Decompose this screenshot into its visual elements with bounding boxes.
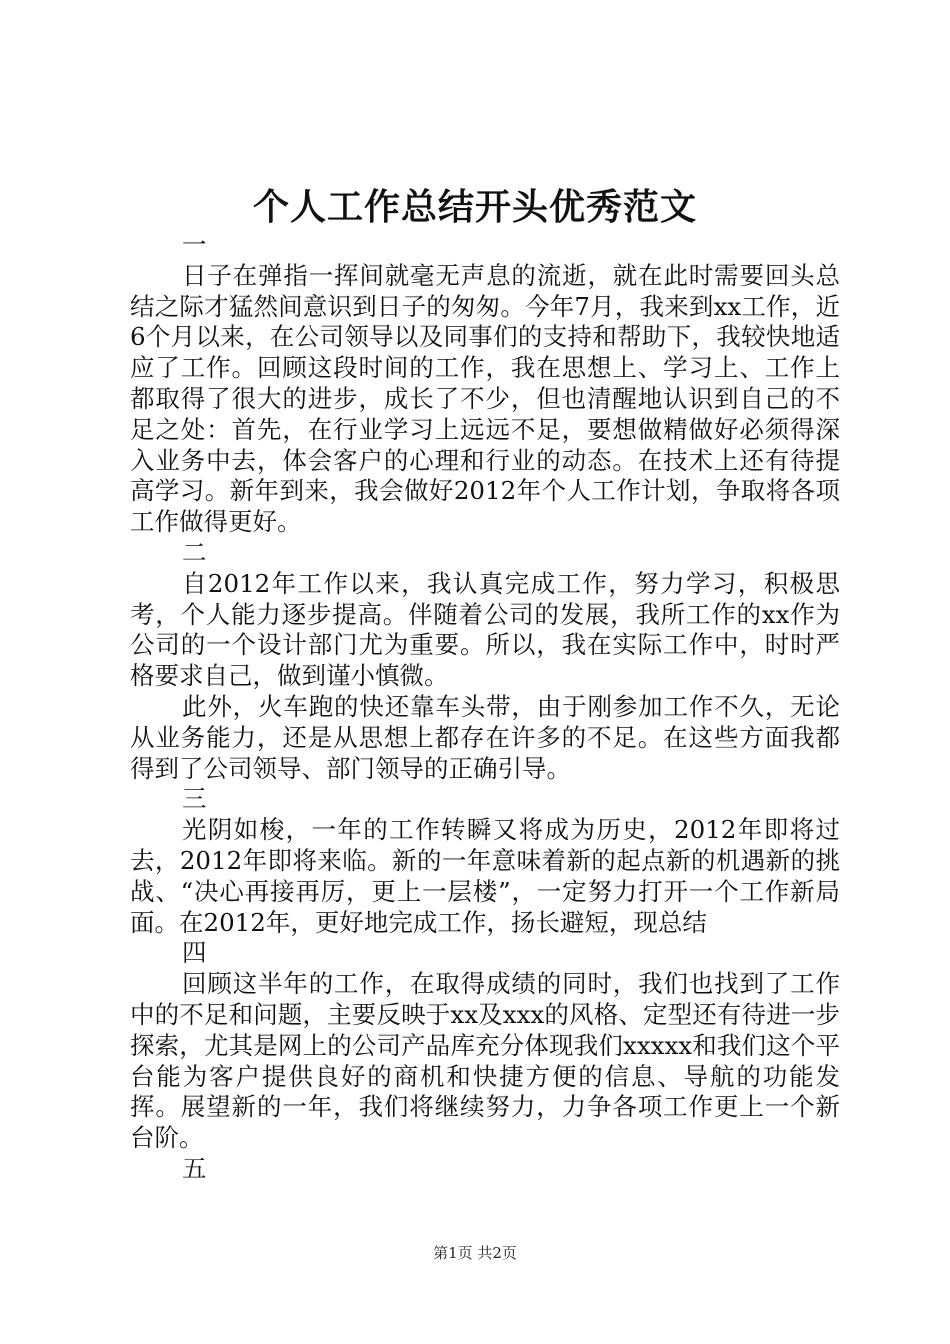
section-paragraph: 日子在弹指一挥间就毫无声息的流逝，就在此时需要回头总结之际才猛然间意识到日子的匆匆。今年7月，我来到xx工作，近6个月以来，在公司领导以及同事们的支持和帮助下，我较快地适应了工作。回顾这段时间的工作，我在思想上、学习上、工作上都取得了很大的进步，成长了不少，但也清醒地认识到自己的不足之处：首先，在行业学习上远远不足，要想做精做好必须得深入业务中去，体会客户的心理和行业的动态。在技术上还有待提高学习。新年到来，我会做好2012年个人工作计划，争取将各项工作做得更好。 [130, 260, 840, 537]
section-paragraph: 此外，火车跑的快还靠车头带，由于刚参加工作不久，无论从业务能力，还是从思想上都存在许多的不足。在这些方面我都得到了公司领导、部门领导的正确引导。 [130, 691, 840, 783]
document-body [130, 230, 840, 1185]
page-title: 个人工作总结开头优秀范文 [252, 186, 697, 228]
section-paragraph: 光阴如梭，一年的工作转瞬又将成为历史，2012年即将过去，2012年即将来临。新的一年意味着新的起点新的机遇新的挑战、“决心再接再厉，更上一层楼”，一定努力打开一个工作新局面。在2012年，更好地完成工作，扬长避短，现总结 [130, 815, 840, 937]
section-heading: 三 [182, 784, 207, 814]
section-paragraph: 回顾这半年的工作，在取得成绩的同时，我们也找到了工作中的不足和问题，主要反映于xx及xxx的风格、定型还有待进一步探索，尤其是网上的公司产品库充分体现我们xxxxx和我们这个平台能为客户提供良好的商机和快捷方便的信息、导航的功能发挥。展望新的一年，我们将继续努力，力争各项工作更上一个新台阶。 [130, 969, 840, 1153]
section-heading: 二 [182, 537, 207, 567]
section-heading: 一 [182, 230, 207, 259]
section-heading: 四 [182, 938, 207, 968]
section-paragraph: 自2012年工作以来，我认真完成工作，努力学习，积极思考，个人能力逐步提高。伴随着公司的发展，我所工作的xx作为公司的一个设计部门尤为重要。所以，我在实际工作中，时时严格要求自己，做到谨小慎微。 [130, 568, 840, 691]
section-heading: 五 [182, 1153, 207, 1183]
page-footer: 第1页 共2页 [433, 1244, 517, 1262]
